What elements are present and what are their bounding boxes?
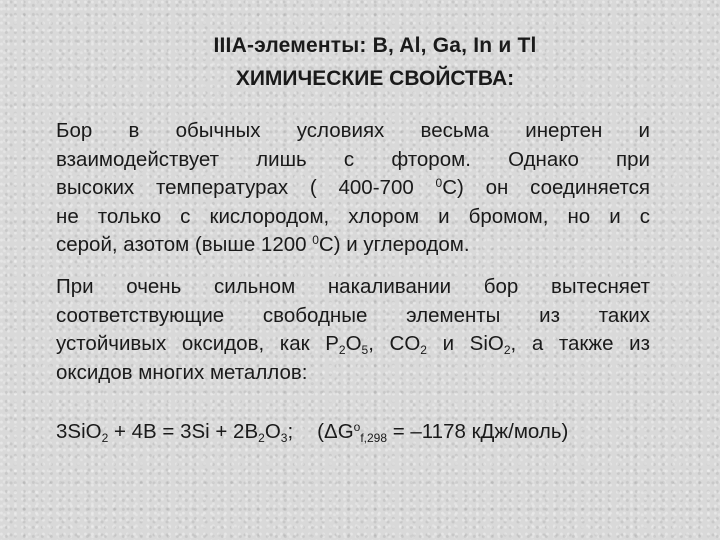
subscript: 2 [101,431,109,445]
eq-part: O [264,420,281,443]
paragraph1-line5-text-b: С) и углеродом. [318,233,470,256]
paragraph1-line4: не только с кислородом, хлором и бромом, но и с [56,204,650,228]
paragraph1-line3-text-a: высоких температурах ( 400-700 [56,176,436,199]
reaction-equation [56,420,656,444]
paragraph1-line5-text-a: серой, азотом (выше 1200 [56,233,313,256]
degree-superscript: 0 [435,176,443,190]
eq-part: 3SiO [56,420,102,443]
paragraph2-line3-text-a: устойчивых оксидов, как P [56,332,339,355]
paragraph2-line1: При очень сильном накаливании бор вытесняет [56,275,650,298]
degree-superscript: 0 [312,233,319,247]
paragraph2-line3 [56,330,650,359]
paragraph1-line1: Бор в обычных условиях весьма инертен и [56,119,650,142]
paragraph1-line2: взаимодействует лишь с фтором. Однако при [56,147,650,171]
subscript: 5 [361,343,369,357]
subscript: 3 [280,431,288,445]
eq-part: (ΔG [317,420,354,443]
subscript: 2 [503,343,511,357]
subscript: 2 [258,431,265,445]
paragraph-boron-inertness [56,117,650,260]
paragraph2-line3-text-e: , а также из [510,332,650,355]
paragraph2-line3-text-d: и SiO [426,332,504,355]
paragraph1-line3-text-b: С) он соединяется [442,176,650,199]
paragraph2-line3-text-c: , CO [368,332,421,355]
eq-part: = –1178 кДж/моль) [387,420,569,443]
paragraph1-line5 [56,231,650,260]
paragraph1-line3 [56,174,650,203]
slide-title: IIIA-элементы: B, Al, Ga, In и Tl [213,34,537,57]
subscript: 2 [420,343,427,357]
paragraph2-line2: соответствующие свободные элементы из таких [56,303,650,327]
superscript: o [353,420,361,434]
paragraph2-line3-text-b: O [345,332,362,355]
slide-subtitle: ХИМИЧЕСКИЕ СВОЙСТВА: [235,67,515,90]
subscript: 2 [338,343,346,357]
subscript: f,298 [360,431,388,445]
paragraph2-line4: оксидов многих металлов: [56,360,308,384]
paragraph-boron-displacement [56,273,650,387]
eq-part: + 4B = 3Si + 2B [108,420,259,443]
eq-part: ; [287,420,294,443]
